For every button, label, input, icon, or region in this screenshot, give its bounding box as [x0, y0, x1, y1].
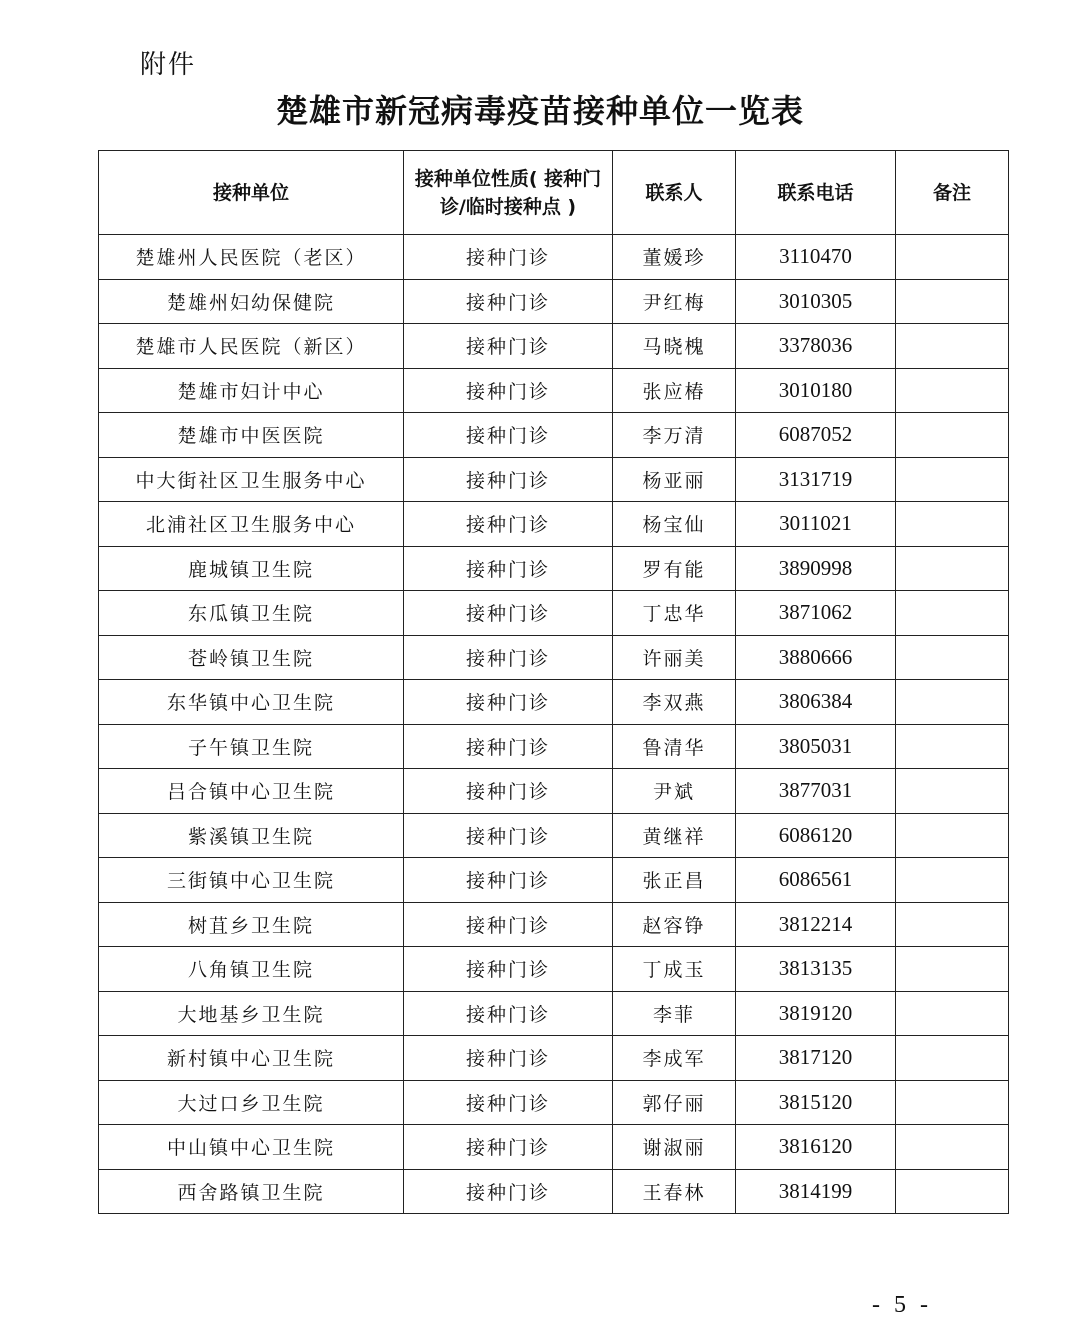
cell-phone: 6087052 — [736, 413, 896, 458]
cell-contact: 丁成玉 — [613, 947, 736, 992]
cell-remark — [896, 457, 1009, 502]
cell-remark — [896, 813, 1009, 858]
cell-type: 接种门诊 — [404, 1125, 613, 1170]
cell-type: 接种门诊 — [404, 324, 613, 369]
cell-type: 接种门诊 — [404, 591, 613, 636]
cell-remark — [896, 413, 1009, 458]
cell-remark — [896, 279, 1009, 324]
cell-remark — [896, 1080, 1009, 1125]
document-title: 楚雄市新冠病毒疫苗接种单位一览表 — [275, 92, 804, 130]
cell-unit: 树苴乡卫生院 — [99, 902, 404, 947]
cell-phone: 3880666 — [736, 635, 896, 680]
cell-phone: 3817120 — [736, 1036, 896, 1081]
cell-phone: 3812214 — [736, 902, 896, 947]
header-contact: 联系人 — [613, 151, 736, 235]
table-row — [99, 724, 1009, 769]
table-row — [99, 902, 1009, 947]
cell-unit: 苍岭镇卫生院 — [99, 635, 404, 680]
cell-phone: 6086120 — [736, 813, 896, 858]
table-row — [99, 635, 1009, 680]
cell-contact: 郭仔丽 — [613, 1080, 736, 1125]
header-unit: 接种单位 — [99, 151, 404, 235]
table-row — [99, 279, 1009, 324]
cell-remark — [896, 546, 1009, 591]
cell-unit: 子午镇卫生院 — [99, 724, 404, 769]
vaccination-units-table — [98, 150, 1009, 1214]
cell-remark — [896, 235, 1009, 280]
cell-type: 接种门诊 — [404, 413, 613, 458]
cell-remark — [896, 991, 1009, 1036]
cell-unit: 三街镇中心卫生院 — [99, 858, 404, 903]
attachment-label: 附件 — [140, 50, 197, 80]
cell-unit: 中大街社区卫生服务中心 — [99, 457, 404, 502]
cell-phone: 3378036 — [736, 324, 896, 369]
cell-phone: 3110470 — [736, 235, 896, 280]
cell-phone: 3813135 — [736, 947, 896, 992]
cell-contact: 谢淑丽 — [613, 1125, 736, 1170]
header-phone: 联系电话 — [736, 151, 896, 235]
cell-type: 接种门诊 — [404, 368, 613, 413]
table-row — [99, 858, 1009, 903]
cell-unit: 鹿城镇卫生院 — [99, 546, 404, 591]
cell-phone: 3816120 — [736, 1125, 896, 1170]
cell-phone: 3010180 — [736, 368, 896, 413]
table-row — [99, 546, 1009, 591]
table-row — [99, 1080, 1009, 1125]
cell-phone: 3010305 — [736, 279, 896, 324]
table-row — [99, 947, 1009, 992]
cell-phone: 3877031 — [736, 769, 896, 814]
cell-type: 接种门诊 — [404, 947, 613, 992]
cell-type: 接种门诊 — [404, 457, 613, 502]
cell-type: 接种门诊 — [404, 858, 613, 903]
cell-unit: 西舍路镇卫生院 — [99, 1169, 404, 1214]
cell-phone: 3814199 — [736, 1169, 896, 1214]
table-row — [99, 502, 1009, 547]
cell-unit: 八角镇卫生院 — [99, 947, 404, 992]
cell-contact: 张正昌 — [613, 858, 736, 903]
cell-type: 接种门诊 — [404, 769, 613, 814]
cell-contact: 鲁清华 — [613, 724, 736, 769]
cell-unit: 楚雄市妇计中心 — [99, 368, 404, 413]
cell-type: 接种门诊 — [404, 724, 613, 769]
cell-type: 接种门诊 — [404, 279, 613, 324]
cell-remark — [896, 1036, 1009, 1081]
table-row — [99, 769, 1009, 814]
table-row — [99, 591, 1009, 636]
cell-remark — [896, 769, 1009, 814]
table-row — [99, 1036, 1009, 1081]
cell-contact: 马晓槐 — [613, 324, 736, 369]
table-row — [99, 324, 1009, 369]
cell-contact: 李成军 — [613, 1036, 736, 1081]
cell-type: 接种门诊 — [404, 1169, 613, 1214]
cell-type: 接种门诊 — [404, 546, 613, 591]
cell-type: 接种门诊 — [404, 991, 613, 1036]
table-row — [99, 813, 1009, 858]
cell-phone: 3890998 — [736, 546, 896, 591]
cell-unit: 东华镇中心卫生院 — [99, 680, 404, 725]
cell-contact: 罗有能 — [613, 546, 736, 591]
cell-contact: 尹斌 — [613, 769, 736, 814]
cell-type: 接种门诊 — [404, 680, 613, 725]
cell-contact: 赵容铮 — [613, 902, 736, 947]
cell-unit: 紫溪镇卫生院 — [99, 813, 404, 858]
cell-phone: 3805031 — [736, 724, 896, 769]
cell-contact: 丁忠华 — [613, 591, 736, 636]
table-row — [99, 1169, 1009, 1214]
cell-phone: 3815120 — [736, 1080, 896, 1125]
cell-unit: 大过口乡卫生院 — [99, 1080, 404, 1125]
header-remark: 备注 — [896, 151, 1009, 235]
table-row — [99, 680, 1009, 725]
cell-unit: 北浦社区卫生服务中心 — [99, 502, 404, 547]
cell-remark — [896, 591, 1009, 636]
cell-type: 接种门诊 — [404, 813, 613, 858]
cell-unit: 楚雄州人民医院（老区） — [99, 235, 404, 280]
page-number: - 5 - — [872, 1292, 932, 1318]
cell-contact: 李双燕 — [613, 680, 736, 725]
cell-contact: 王春林 — [613, 1169, 736, 1214]
cell-remark — [896, 680, 1009, 725]
table-row — [99, 413, 1009, 458]
cell-unit: 楚雄州妇幼保健院 — [99, 279, 404, 324]
cell-type: 接种门诊 — [404, 502, 613, 547]
table-row — [99, 235, 1009, 280]
cell-phone: 3131719 — [736, 457, 896, 502]
cell-phone: 3871062 — [736, 591, 896, 636]
cell-phone: 3806384 — [736, 680, 896, 725]
cell-type: 接种门诊 — [404, 235, 613, 280]
cell-remark — [896, 1125, 1009, 1170]
cell-remark — [896, 368, 1009, 413]
cell-type: 接种门诊 — [404, 1036, 613, 1081]
cell-type: 接种门诊 — [404, 902, 613, 947]
cell-unit: 新村镇中心卫生院 — [99, 1036, 404, 1081]
cell-unit: 中山镇中心卫生院 — [99, 1125, 404, 1170]
cell-remark — [896, 324, 1009, 369]
cell-unit: 大地基乡卫生院 — [99, 991, 404, 1036]
cell-remark — [896, 858, 1009, 903]
cell-remark — [896, 502, 1009, 547]
cell-remark — [896, 902, 1009, 947]
cell-contact: 李菲 — [613, 991, 736, 1036]
table-row — [99, 991, 1009, 1036]
table-header-row — [99, 151, 1009, 235]
cell-unit: 吕合镇中心卫生院 — [99, 769, 404, 814]
cell-remark — [896, 947, 1009, 992]
header-type: 接种单位性质( 接种门诊/临时接种点 ) — [404, 151, 613, 235]
table-row — [99, 1125, 1009, 1170]
cell-unit: 楚雄市人民医院（新区） — [99, 324, 404, 369]
cell-unit: 东瓜镇卫生院 — [99, 591, 404, 636]
cell-contact: 李万清 — [613, 413, 736, 458]
cell-phone: 3011021 — [736, 502, 896, 547]
cell-contact: 尹红梅 — [613, 279, 736, 324]
cell-contact: 董媛珍 — [613, 235, 736, 280]
cell-remark — [896, 724, 1009, 769]
cell-contact: 杨亚丽 — [613, 457, 736, 502]
cell-phone: 6086561 — [736, 858, 896, 903]
table-row — [99, 368, 1009, 413]
cell-type: 接种门诊 — [404, 635, 613, 680]
cell-contact: 黄继祥 — [613, 813, 736, 858]
cell-remark — [896, 1169, 1009, 1214]
cell-contact: 杨宝仙 — [613, 502, 736, 547]
cell-unit: 楚雄市中医医院 — [99, 413, 404, 458]
cell-type: 接种门诊 — [404, 1080, 613, 1125]
cell-phone: 3819120 — [736, 991, 896, 1036]
cell-contact: 许丽美 — [613, 635, 736, 680]
cell-remark — [896, 635, 1009, 680]
table-row — [99, 457, 1009, 502]
cell-contact: 张应椿 — [613, 368, 736, 413]
